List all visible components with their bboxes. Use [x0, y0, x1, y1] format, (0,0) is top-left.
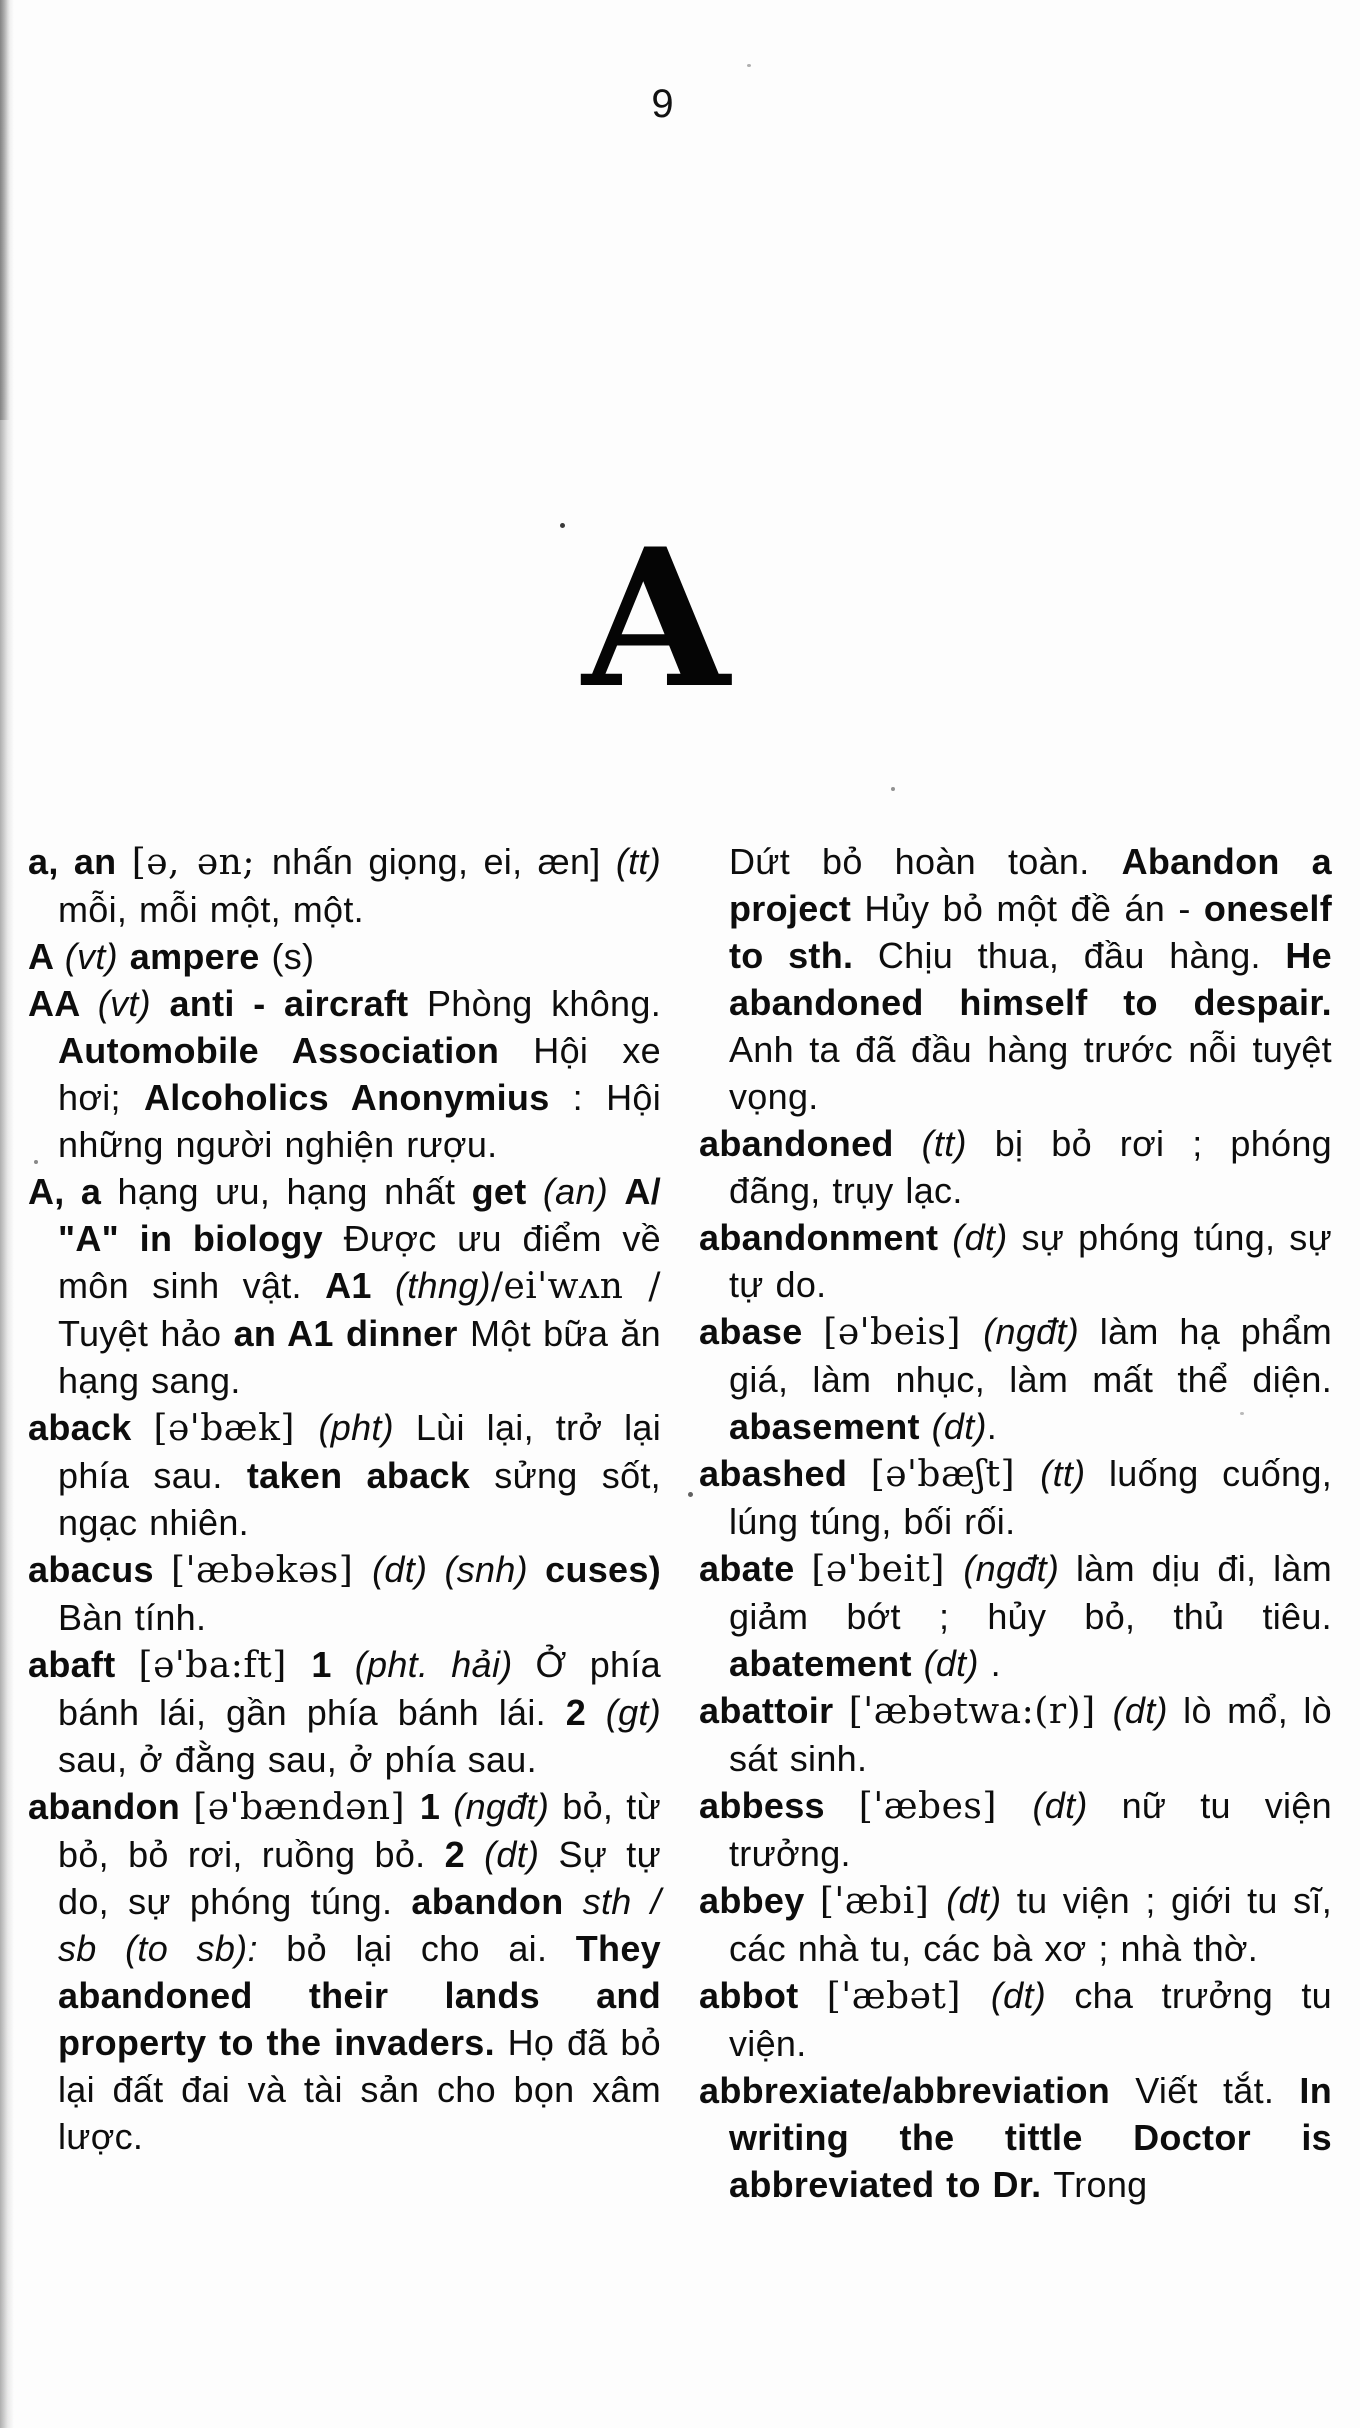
entry-segment: A/ "A" in biology: [58, 1171, 661, 1259]
entry-segment: ampere: [129, 936, 272, 977]
entry-segment: ['æbətwa:(r)]: [848, 1691, 1113, 1732]
entry-segment: abattoir: [699, 1690, 849, 1731]
entry-segment: abashed: [699, 1453, 871, 1494]
entry-segment: Họ đã bỏ lại đất đai và tài sản cho bọn xâm lược.: [58, 2022, 661, 2157]
entry-segment: sửng sốt, ngạc nhiên.: [58, 1455, 661, 1543]
entry-segment: cuses): [545, 1549, 661, 1590]
dictionary-entry: [699, 1972, 1332, 2067]
dictionary-entry: [699, 1120, 1332, 1214]
dictionary-entry: [28, 1783, 661, 2160]
entry-segment: .: [978, 1643, 1001, 1684]
entry-segment: (tt): [921, 1123, 995, 1164]
entry-segment: làm hạ phẩm giá, làm nhục, làm mất thể diện.: [729, 1311, 1332, 1400]
entry-segment: abandon: [28, 1786, 194, 1827]
entry-segment: abandoned: [699, 1123, 922, 1164]
entry-segment: get: [471, 1171, 543, 1212]
entry-segment: làm dịu đi, làm giảm bớt ; hủy bỏ, thủ tiêu.: [729, 1548, 1332, 1637]
entry-segment: abandon: [411, 1881, 583, 1922]
entry-segment: In writing the tittle Doctor is abbreviated to Dr.: [729, 2070, 1333, 2205]
entry-segment: Abandon a project: [729, 841, 1332, 929]
entry-segment: anti - aircraft: [169, 983, 427, 1024]
entry-segment: : Hội những người nghiện rượu.: [58, 1077, 661, 1165]
entry-segment: 2: [444, 1834, 485, 1875]
entry-segment: (dt): [946, 1880, 1017, 1921]
entry-segment: He abandoned himself to despair.: [729, 935, 1332, 1023]
entry-segment: (dt): [1032, 1785, 1122, 1826]
entry-segment: They abandoned their lands and property to the invaders.: [58, 1928, 661, 2063]
entry-segment: [ə, ən;: [131, 842, 272, 883]
entry-segment: hạng ưu, hạng nhất: [117, 1171, 472, 1212]
entry-segment: abbess: [699, 1785, 859, 1826]
entry-segment: Viết tắt.: [1135, 2070, 1300, 2111]
left-column: [28, 838, 661, 2208]
entry-segment: Hội xe hơi;: [58, 1030, 661, 1118]
entry-segment: (tt): [1040, 1453, 1109, 1494]
dictionary-columns: [28, 838, 1332, 2208]
entry-segment: (vt): [64, 936, 130, 977]
entry-segment: (tt): [615, 841, 661, 882]
page-number: 9: [651, 82, 675, 126]
dictionary-entry: [699, 1782, 1332, 1877]
dictionary-entry: [699, 2067, 1332, 2208]
entry-segment: Automobile Association: [58, 1030, 534, 1071]
entry-segment: Tuyệt hảo: [58, 1313, 234, 1354]
scan-speck: [891, 787, 895, 791]
entry-segment: [ə'ba:ft]: [138, 1645, 312, 1686]
entry-segment: abandonment: [699, 1217, 953, 1258]
entry-segment: A: [28, 936, 65, 977]
entry-segment: A, a: [28, 1171, 118, 1212]
entry-segment: (ngđt): [453, 1786, 563, 1827]
entry-segment: (thng): [394, 1265, 491, 1306]
entry-segment: Anh ta đã đầu hàng trước nỗi tuyệt vọng.: [729, 1029, 1332, 1117]
entry-segment: (pht): [318, 1407, 416, 1448]
scan-speck: [560, 523, 565, 528]
entry-segment: ['æbəkəs]: [171, 1550, 373, 1591]
entry-segment: (dt): [952, 1217, 1022, 1258]
entry-segment: sth / sb (to sb):: [58, 1881, 662, 1969]
entry-segment: [ə'beis]: [823, 1312, 984, 1353]
entry-segment: AA: [28, 983, 98, 1024]
entry-segment: (dt): [990, 1975, 1075, 2016]
entry-segment: ['æbes]: [858, 1786, 1033, 1827]
entry-segment: (an): [542, 1171, 625, 1212]
dictionary-entry: [699, 1545, 1332, 1687]
dictionary-entry: [28, 1168, 661, 1404]
entry-segment: (vt): [97, 983, 170, 1024]
dictionary-entry: [28, 980, 661, 1168]
entry-segment: Alcoholics Anonymius: [143, 1077, 573, 1118]
entry-segment: cha trưởng tu viện.: [729, 1975, 1332, 2064]
entry-segment: (dt): [484, 1834, 559, 1875]
entry-segment: sự phóng túng, sự tự do.: [729, 1217, 1332, 1305]
entry-segment: Lùi lại, trở lại phía sau.: [58, 1407, 662, 1496]
entry-segment: [ə'beit]: [811, 1549, 964, 1590]
dictionary-entry: [28, 1641, 661, 1783]
scan-speck: [688, 1492, 693, 1497]
entry-segment: a, an: [28, 841, 132, 882]
entry-segment: nhấn giọng, ei, æn]: [271, 841, 616, 882]
section-letter: A: [582, 507, 730, 730]
entry-segment: .: [986, 1406, 998, 1447]
entry-continuation: [699, 838, 1332, 1120]
entry-segment: [ə'bæʃt]: [870, 1454, 1041, 1495]
dictionary-entry: [28, 1546, 661, 1641]
entry-segment: bị bỏ rơi ; phóng đãng, trụy lạc.: [729, 1123, 1333, 1211]
entry-segment: Chịu thua, đầu hàng.: [877, 935, 1286, 976]
entry-segment: Hủy bỏ một đề án -: [864, 888, 1204, 929]
dictionary-entry: [699, 1450, 1332, 1545]
entry-segment: A1: [325, 1265, 395, 1306]
entry-segment: (s): [271, 936, 315, 977]
entry-segment: [ə'bændən]: [193, 1787, 420, 1828]
entry-segment: abate: [699, 1548, 812, 1589]
entry-segment: Một bữa ăn hạng sang.: [58, 1313, 662, 1401]
entry-segment: (ngđt): [963, 1548, 1076, 1589]
entry-segment: abase: [699, 1311, 824, 1352]
entry-segment: oneself to sth.: [729, 888, 1332, 976]
entry-segment: sau, ở đằng sau, ở phía sau.: [58, 1739, 537, 1780]
scan-speck: [34, 1160, 38, 1164]
entry-segment: Được ưu điểm về môn sinh vật.: [58, 1218, 661, 1306]
entry-segment: abacus: [28, 1549, 172, 1590]
entry-segment: [ə'bæk]: [153, 1408, 319, 1449]
entry-segment: nữ tu viện trưởng.: [729, 1785, 1332, 1874]
right-column: [699, 838, 1332, 2208]
dictionary-entry: [28, 933, 661, 980]
entry-segment: Bàn tính.: [58, 1597, 207, 1638]
entry-segment: Sự tự do, sự phóng túng.: [58, 1834, 661, 1922]
entry-segment: Trong: [1053, 2164, 1148, 2205]
scan-speck: [747, 64, 751, 67]
dictionary-entry: [699, 1877, 1332, 1972]
entry-segment: luống cuống, lúng túng, bối rối.: [729, 1453, 1333, 1542]
entry-segment: (ngđt): [983, 1311, 1100, 1352]
entry-segment: bỏ lại cho ai.: [286, 1928, 576, 1969]
entry-segment: (dt) (snh): [372, 1549, 546, 1590]
entry-segment: aback: [28, 1407, 154, 1448]
entry-segment: abatement: [729, 1643, 924, 1684]
entry-segment: an A1 dinner: [233, 1313, 470, 1354]
entry-segment: mỗi, mỗi một, một.: [58, 889, 364, 930]
entry-segment: ['æbi]: [819, 1881, 947, 1922]
entry-segment: abbey: [699, 1880, 820, 1921]
entry-segment: Ở phía bánh lái, gần phía bánh lái.: [58, 1644, 661, 1733]
entry-segment: Phòng không.: [427, 983, 662, 1024]
entry-segment: (dt): [931, 1406, 987, 1447]
entry-segment: (gt): [605, 1692, 661, 1733]
entry-segment: 1: [311, 1644, 355, 1685]
entry-segment: abasement: [729, 1406, 932, 1447]
entry-segment: tu viện ; giới tu sĩ, các nhà tu, các bà xơ ; nhà thờ.: [729, 1880, 1332, 1969]
entry-segment: bỏ, từ bỏ, bỏ rơi, ruồng bỏ.: [58, 1786, 662, 1875]
entry-segment: Dứt bỏ hoàn toàn.: [729, 841, 1122, 882]
entry-segment: abbot: [699, 1975, 827, 2016]
entry-segment: 2: [565, 1692, 606, 1733]
dictionary-entry: [28, 1404, 661, 1546]
entry-segment: ['æbət]: [826, 1976, 991, 2017]
dictionary-entry: [699, 1214, 1332, 1308]
dictionary-entry: [699, 1308, 1332, 1450]
entry-segment: abbrexiate/abbreviation: [699, 2070, 1136, 2111]
entry-segment: abaft: [28, 1644, 139, 1685]
entry-segment: (pht. hải): [354, 1644, 536, 1685]
scan-edge-top-artifact: [0, 0, 10, 420]
entry-segment: (dt): [923, 1643, 979, 1684]
entry-segment: taken aback: [246, 1455, 495, 1496]
dictionary-entry: [699, 1687, 1332, 1782]
entry-segment: lò mổ, lò sát sinh.: [729, 1690, 1332, 1779]
entry-segment: (dt): [1112, 1690, 1184, 1731]
dictionary-entry: [28, 838, 661, 933]
entry-segment: /ei'wʌn /: [490, 1266, 661, 1307]
entry-segment: 1: [419, 1786, 454, 1827]
scan-speck: [1240, 1412, 1244, 1415]
